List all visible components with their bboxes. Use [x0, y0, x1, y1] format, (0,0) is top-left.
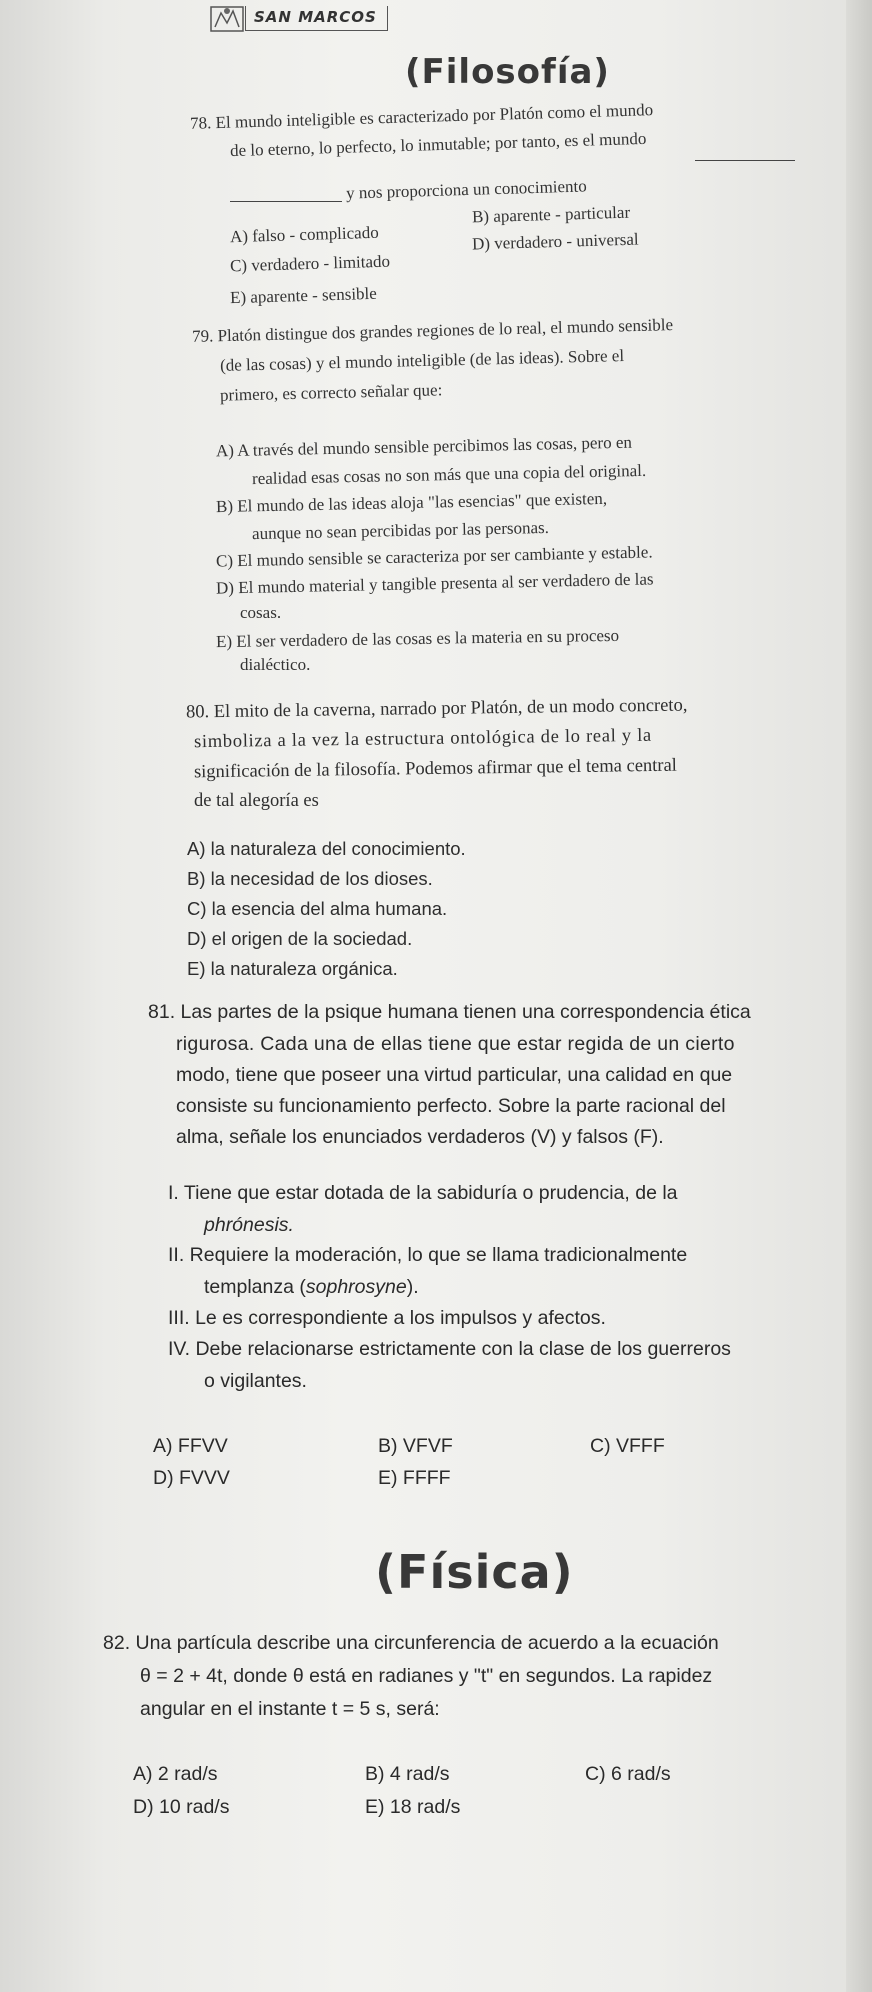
option-79-e[interactable]: E) El ser verdadero de las cosas es la materia en su proceso: [215, 625, 620, 652]
option-81-c[interactable]: C) VFFF: [590, 1435, 665, 1457]
statement-ii-term: sophrosyne: [305, 1276, 407, 1298]
option-79-d-cont: cosas.: [240, 603, 282, 622]
option-80-a[interactable]: A) la naturaleza del conocimiento.: [187, 838, 466, 859]
option-79-c[interactable]: C) El mundo sensible se caracteriza por ser cambiante y estable.: [215, 542, 653, 571]
answer-blank: [230, 188, 342, 205]
option-80-c[interactable]: C) la esencia del alma humana.: [187, 898, 448, 919]
option-81-d[interactable]: D) FVVV: [153, 1467, 230, 1489]
section-title-fisica: (Física): [375, 1545, 574, 1599]
option-78-e[interactable]: E) aparente - sensible: [229, 283, 378, 308]
question-79-text: primero, es correcto señalar que:: [219, 380, 443, 405]
option-79-e-cont: dialéctico.: [240, 655, 311, 674]
option-80-e[interactable]: E) la naturaleza orgánica.: [187, 958, 398, 979]
statement-i-cont: phrónesis.: [204, 1214, 294, 1236]
question-81-text: modo, tiene que poseer una virtud particular, una calidad en que: [176, 1064, 733, 1086]
question-81-text: rigurosa. Cada una de ellas tiene que estar regida de un cierto: [176, 1033, 735, 1055]
question-78-text: 78. El mundo inteligible es caracterizado por Platón como el mundo: [189, 100, 654, 133]
option-79-a[interactable]: A) A través del mundo sensible percibimos las cosas, pero en: [215, 432, 633, 461]
option-79-b-cont: aunque no sean percibidas por las personas.: [251, 517, 550, 544]
option-81-e[interactable]: E) FFFF: [378, 1467, 451, 1489]
question-80-text: significación de la filosofía. Podemos afirmar que el tema central: [193, 755, 678, 783]
option-80-d[interactable]: D) el origen de la sociedad.: [187, 928, 413, 949]
page-edge: [846, 0, 872, 1992]
statement-ii: II. Requiere la moderación, lo que se llama tradicionalmente: [168, 1244, 688, 1266]
question-82-text: angular en el instante t = 5 s, será:: [140, 1698, 440, 1720]
statement-ii-text: ).: [406, 1276, 419, 1298]
option-82-a[interactable]: A) 2 rad/s: [133, 1763, 218, 1785]
question-79-text: 79. Platón distingue dos grandes regiones de lo real, el mundo sensible: [191, 315, 674, 346]
question-80-text: simboliza a la vez la estructura ontológica de lo real y la: [193, 725, 653, 753]
question-81-text: 81. Las partes de la psique humana tienen una correspondencia ética: [148, 1001, 751, 1023]
statement-iv-cont: o vigilantes.: [204, 1370, 307, 1392]
question-82-text: θ = 2 + 4t, donde θ está en radianes y "t" en segundos. La rapidez: [140, 1665, 713, 1687]
logo-icon: [205, 0, 249, 36]
option-80-b[interactable]: B) la necesidad de los dioses.: [187, 868, 433, 889]
option-78-b[interactable]: B) aparente - particular: [471, 202, 631, 227]
brand-name: SAN MARCOS: [245, 6, 388, 31]
option-78-a[interactable]: A) falso - complicado: [229, 222, 379, 247]
section-title-filosofia: (Filosofía): [405, 52, 610, 92]
option-82-b[interactable]: B) 4 rad/s: [365, 1763, 450, 1785]
option-82-e[interactable]: E) 18 rad/s: [365, 1796, 461, 1818]
statement-iv: IV. Debe relacionarse estrictamente con la clase de los guerreros: [168, 1338, 731, 1360]
statement-ii-text: templanza (: [204, 1276, 306, 1298]
option-79-b[interactable]: B) El mundo de las ideas aloja "las esencias" que existen,: [215, 488, 608, 517]
answer-blank: [695, 147, 795, 164]
question-82-text: 82. Una partícula describe una circunferencia de acuerdo a la ecuación: [103, 1632, 719, 1654]
option-79-d[interactable]: D) El mundo material y tangible presenta al ser verdadero de las: [215, 569, 654, 598]
option-81-b[interactable]: B) VFVF: [378, 1435, 453, 1457]
question-78-text: de lo eterno, lo perfecto, lo inmutable; por tanto, es el mundo: [229, 128, 647, 161]
option-81-a[interactable]: A) FFVV: [153, 1435, 228, 1457]
option-78-d[interactable]: D) verdadero - universal: [471, 229, 639, 254]
option-82-c[interactable]: C) 6 rad/s: [585, 1763, 671, 1785]
question-81-text: alma, señale los enunciados verdaderos (V) y falsos (F).: [176, 1126, 664, 1148]
option-78-c[interactable]: C) verdadero - limitado: [229, 251, 391, 276]
statement-ii-cont: [204, 1278, 419, 1298]
statement-iii: III. Le es correspondiente a los impulsos y afectos.: [168, 1307, 606, 1329]
question-81-text: consiste su funcionamiento perfecto. Sobre la parte racional del: [176, 1095, 726, 1117]
option-82-d[interactable]: D) 10 rad/s: [133, 1796, 230, 1818]
option-79-a-cont: realidad esas cosas no son más que una copia del original.: [251, 460, 647, 489]
question-78-text: y nos proporciona un conocimiento: [345, 176, 588, 203]
question-79-text: (de las cosas) y el mundo inteligible (de las ideas). Sobre el: [219, 346, 625, 375]
question-80-text: de tal alegoría es: [194, 791, 319, 811]
question-80-text: 80. El mito de la caverna, narrado por Platón, de un modo concreto,: [185, 695, 688, 723]
header: [205, 0, 388, 36]
statement-i: I. Tiene que estar dotada de la sabiduría o prudencia, de la: [168, 1182, 678, 1204]
